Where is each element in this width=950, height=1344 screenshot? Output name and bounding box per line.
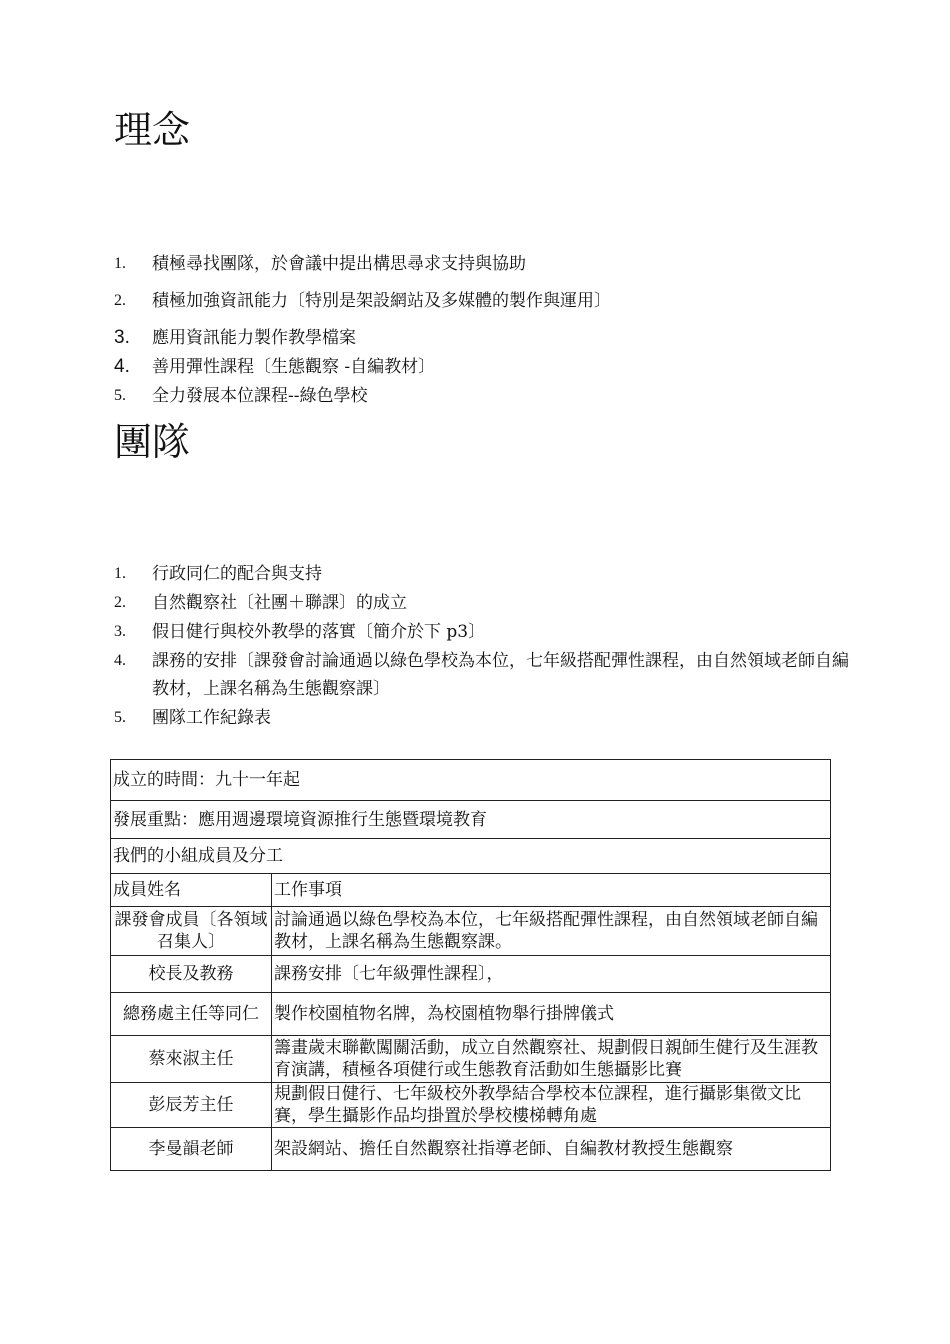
list-number: 1. bbox=[114, 255, 126, 272]
philosophy-list bbox=[114, 252, 611, 413]
column-header-work: 工作事項 bbox=[272, 874, 831, 907]
members-title-cell: 我們的小組成員及分工 bbox=[111, 839, 831, 874]
established-cell: 成立的時間：九十一年起 bbox=[111, 760, 831, 801]
list-item bbox=[114, 384, 611, 413]
section-title-philosophy: 理念 bbox=[114, 108, 191, 152]
list-number: 5. bbox=[114, 387, 126, 404]
list-text: 全力發展本位課程--綠色學校 bbox=[152, 386, 368, 406]
list-number: 2. bbox=[114, 292, 126, 309]
list-number: 3. bbox=[114, 623, 126, 640]
member-work-cell: 課務安排〔七年級彈性課程〕， bbox=[272, 956, 831, 993]
list-text: 應用資訊能力製作教學檔案 bbox=[152, 328, 356, 348]
table-row bbox=[111, 801, 831, 839]
list-text: 善用彈性課程〔生態觀察 -自編教材〕 bbox=[152, 357, 436, 377]
list-text: 積極加強資訊能力〔特別是架設網站及多媒體的製作與運用〕 bbox=[152, 291, 611, 311]
list-item bbox=[114, 326, 611, 355]
list-item bbox=[114, 355, 611, 384]
list-text: 課務的安排〔課發會討論通過以綠色學校為本位，七年級搭配彈性課程，由自然領域老師自編教材，上課名稱為生態觀察課〕 bbox=[152, 651, 849, 699]
list-number: 4. bbox=[114, 652, 126, 669]
list-item bbox=[114, 704, 852, 732]
list-number: 3. bbox=[114, 327, 130, 348]
list-text: 行政同仁的配合與支持 bbox=[152, 564, 322, 584]
member-work-cell: 籌畫歲末聯歡闖關活動，成立自然觀察社、規劃假日親師生健行及生涯教育演講，積極各項健行或生態教育活動如生態攝影比賽 bbox=[272, 1036, 831, 1083]
list-item bbox=[114, 647, 852, 703]
list-item bbox=[114, 618, 852, 646]
table-row bbox=[111, 1036, 831, 1083]
list-text: 團隊工作紀錄表 bbox=[152, 708, 271, 728]
list-number: 4. bbox=[114, 356, 130, 377]
member-work-cell: 製作校園植物名牌，為校園植物舉行掛牌儀式 bbox=[272, 993, 831, 1036]
column-header-name: 成員姓名 bbox=[111, 874, 272, 907]
table-row bbox=[111, 993, 831, 1036]
list-number: 1. bbox=[114, 565, 126, 582]
member-work-cell: 討論通過以綠色學校為本位，七年級搭配彈性課程，由自然領域老師自編教材，上課名稱為生態觀察課。 bbox=[272, 907, 831, 956]
list-item bbox=[114, 560, 852, 588]
list-text: 假日健行與校外教學的落實〔簡介於下 p3〕 bbox=[152, 622, 486, 642]
table-row bbox=[111, 1128, 831, 1171]
member-name-cell: 校長及教務 bbox=[111, 956, 272, 993]
table-row bbox=[111, 760, 831, 801]
list-text: 積極尋找團隊，於會議中提出構思尋求支持與協助 bbox=[152, 254, 526, 274]
member-name-cell: 李曼韻老師 bbox=[111, 1128, 272, 1171]
list-number: 5. bbox=[114, 709, 126, 726]
list-number: 2. bbox=[114, 594, 126, 611]
list-item bbox=[114, 252, 611, 289]
member-work-cell: 架設網站、擔任自然觀察社指導老師、自編教材教授生態觀察 bbox=[272, 1128, 831, 1171]
section-title-team: 團隊 bbox=[114, 420, 191, 464]
list-item bbox=[114, 589, 852, 617]
table-row bbox=[111, 907, 831, 956]
list-item bbox=[114, 289, 611, 326]
table-row bbox=[111, 839, 831, 874]
member-name-cell: 彭辰芳主任 bbox=[111, 1083, 272, 1128]
member-name-cell: 蔡來淑主任 bbox=[111, 1036, 272, 1083]
table-row bbox=[111, 956, 831, 993]
table-row bbox=[111, 1083, 831, 1128]
list-text: 自然觀察社〔社團＋聯課〕的成立 bbox=[152, 593, 407, 613]
table-header-row bbox=[111, 874, 831, 907]
member-work-cell: 規劃假日健行、七年級校外教學結合學校本位課程，進行攝影集徵文比賽，學生攝影作品均掛置於學校樓梯轉角處 bbox=[272, 1083, 831, 1128]
team-work-table bbox=[110, 759, 831, 1171]
member-name-cell: 總務處主任等同仁 bbox=[111, 993, 272, 1036]
focus-cell: 發展重點：應用週邊環境資源推行生態暨環境教育 bbox=[111, 801, 831, 839]
team-list bbox=[114, 560, 852, 733]
member-name-cell: 課發會成員〔各領域召集人〕 bbox=[111, 907, 272, 956]
